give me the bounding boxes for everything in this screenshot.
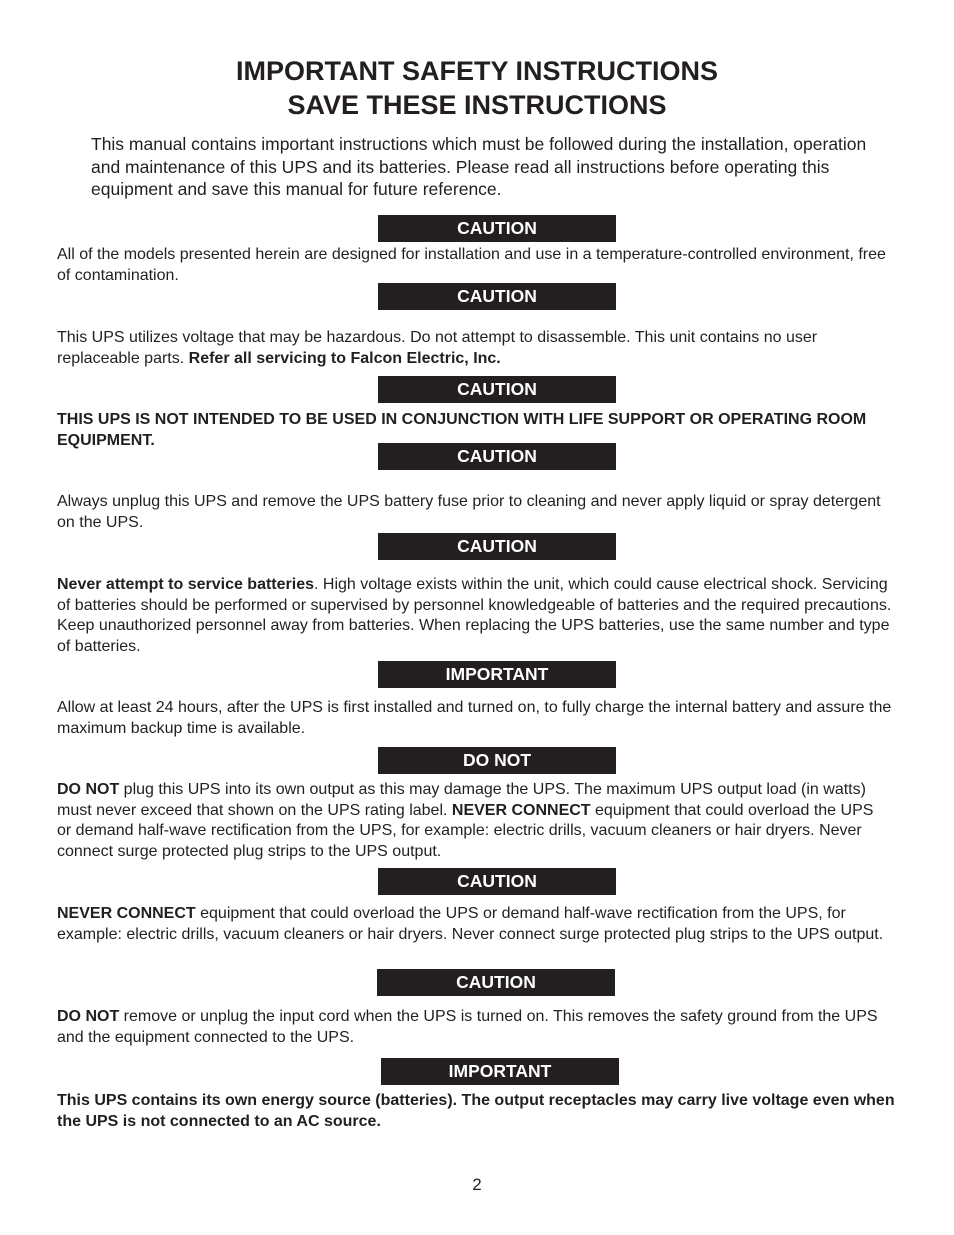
intro-paragraph: This manual contains important instructions which must be followed during the installation, operation and maintenance of this UPS and its batteries. Please read all instructions before operating this equipment and save this manual for future reference. xyxy=(91,134,867,199)
section-body: Allow at least 24 hours, after the UPS is first installed and turned on, to fully charge the internal battery and assure the maximum backup time is available. xyxy=(57,699,892,737)
caution-label: CAUTION xyxy=(378,376,616,403)
caution-label: CAUTION xyxy=(378,443,616,470)
caution-label: CAUTION xyxy=(377,969,615,996)
section-emphasis: This UPS contains its own energy source (batteries). The output receptacles may carry live voltage even when the UPS is not connected to an AC source. xyxy=(57,1092,895,1130)
section-body: equipment that could overload the UPS or demand half-wave rectification from the UPS, for example: electric drills, vacuum cleaners or hair dryers. Never connect surge protected plug strips to the UPS output. xyxy=(57,801,874,861)
caution-label: CAUTION xyxy=(378,533,616,560)
section-body: . High voltage exists within the unit, which could cause electrical shock. Servicing of batteries should be performed or supervised by personnel knowledgeable of batteries and the required precautions. Keep unauthorized personnel away from batteries. When replacing the UPS batteries, use the same number and type of batteries. xyxy=(57,576,892,656)
section-text-cleaning xyxy=(57,492,897,533)
section-text-output-load xyxy=(57,780,887,863)
page-number: 2 xyxy=(472,1175,482,1194)
section-text-charge-time xyxy=(57,698,897,739)
do-not-label: DO NOT xyxy=(378,747,616,774)
section-emphasis: Never attempt to service batteries xyxy=(57,576,314,593)
important-label: IMPORTANT xyxy=(378,661,616,688)
section-text-input-cord xyxy=(57,1007,897,1048)
page-title-line-1: IMPORTANT SAFETY INSTRUCTIONS xyxy=(235,56,718,86)
section-body: Always unplug this UPS and remove the UPS battery fuse prior to cleaning and never apply liquid or spray detergent on the UPS. xyxy=(57,493,881,531)
page-title-line-2: SAVE THESE INSTRUCTIONS xyxy=(287,90,667,120)
section-emphasis: NEVER CONNECT xyxy=(57,905,196,922)
section-text-never-connect xyxy=(57,904,897,945)
section-body: This UPS utilizes voltage that may be hazardous. Do not attempt to disassemble. This unit contains no user replaceable parts. xyxy=(57,329,818,367)
section-body: plug this UPS into its own output as this may damage the UPS. The maximum UPS output load (in watts) must never exceed that shown on the UPS rating label. xyxy=(57,781,866,819)
section-emphasis: NEVER CONNECT xyxy=(451,801,591,819)
section-emphasis: DO NOT xyxy=(57,1008,120,1025)
caution-label: CAUTION xyxy=(378,283,616,310)
section-body: remove or unplug the input cord when the UPS is turned on. This removes the safety ground from the UPS and the equipment connected to the UPS. xyxy=(57,1008,878,1046)
section-text-batteries xyxy=(57,575,897,658)
section-emphasis: THIS UPS IS NOT INTENDED TO BE USED IN CONJUNCTION WITH LIFE SUPPORT OR OPERATING ROOM EQUIPMENT. xyxy=(57,411,867,449)
section-body: All of the models presented herein are designed for installation and use in a temperature-controlled environment, free of contamination. xyxy=(57,246,886,284)
section-text-hazardous-voltage xyxy=(57,328,897,369)
section-body: equipment that could overload the UPS or demand half-wave rectification from the UPS, for example: electric drills, vacuum cleaners or hair dryers. Never connect surge protected plug strips to the UPS output. xyxy=(57,905,884,943)
section-emphasis: DO NOT xyxy=(57,781,120,798)
section-emphasis: Refer all servicing to Falcon Electric, Inc. xyxy=(188,349,501,367)
caution-label: CAUTION xyxy=(378,215,616,242)
caution-label: CAUTION xyxy=(378,868,616,895)
section-text-energy-source xyxy=(57,1091,897,1132)
important-label: IMPORTANT xyxy=(381,1058,619,1085)
section-text-environment xyxy=(57,245,897,286)
